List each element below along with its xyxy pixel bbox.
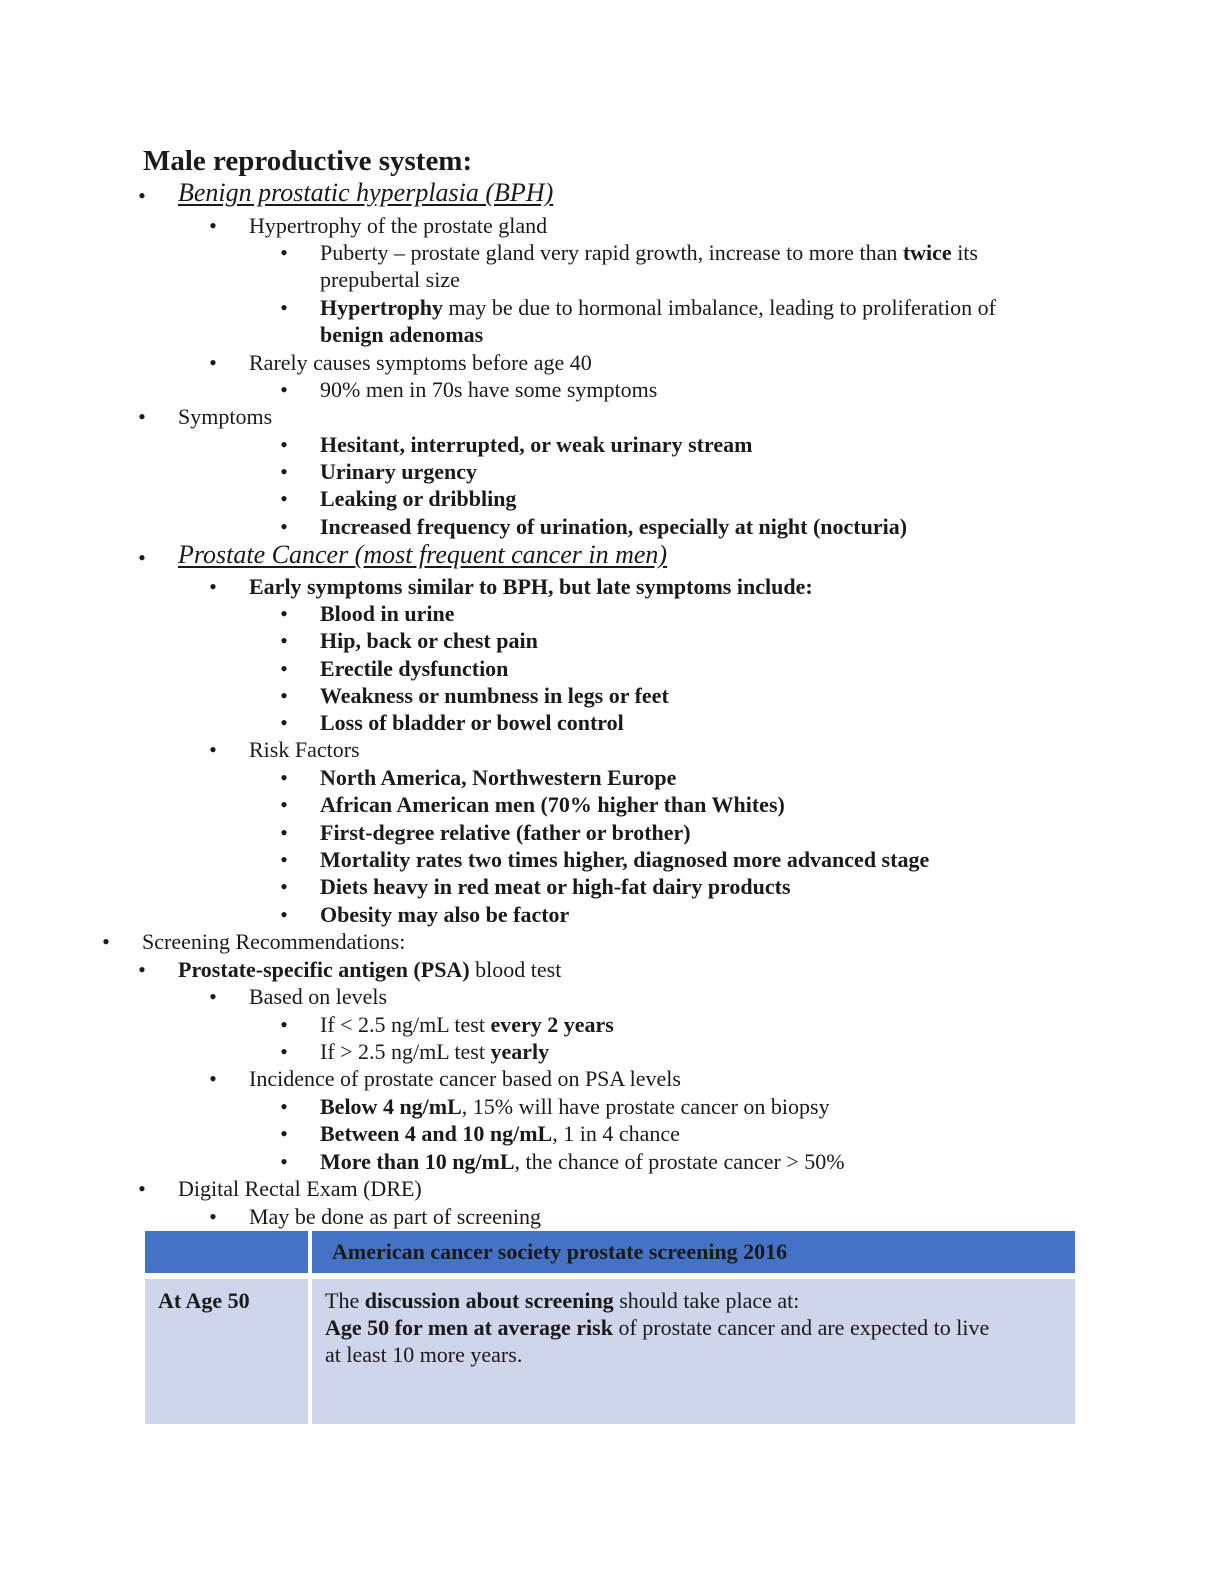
bullet-marker: •	[280, 874, 288, 899]
bullet-marker: •	[280, 377, 288, 402]
bullet-item	[178, 1175, 422, 1202]
bullet-item	[320, 901, 569, 928]
bullet-marker: •	[280, 1149, 288, 1174]
bullet-item	[142, 928, 405, 955]
bold-text: Hesitant, interrupted, or weak urinary stream	[320, 432, 753, 457]
bold-text: More than 10 ng/mL	[320, 1149, 515, 1174]
bullet-item	[178, 403, 272, 430]
text-run: Digital Rectal Exam (DRE)	[178, 1176, 422, 1201]
bullet-item	[320, 513, 907, 540]
bullet-item	[320, 266, 460, 293]
bullet-item	[320, 819, 691, 846]
text-run: prepubertal size	[320, 267, 460, 292]
bullet-item	[178, 956, 561, 983]
bullet-item	[320, 846, 929, 873]
bullet-item	[320, 873, 791, 900]
table-text-line	[325, 1314, 1055, 1341]
text-run: Hypertrophy of the prostate gland	[249, 213, 548, 238]
bullet-marker: •	[209, 984, 217, 1009]
text-run: Symptoms	[178, 404, 273, 429]
bold-text: First-degree relative (father or brother)	[320, 820, 691, 845]
bullet-marker: •	[138, 404, 146, 429]
bullet-marker: •	[209, 1066, 217, 1091]
bullet-marker: •	[280, 1094, 288, 1119]
bullet-marker: •	[102, 929, 110, 954]
bullet-item	[320, 239, 978, 266]
bold-text: Loss of bladder or bowel control	[320, 710, 624, 735]
bold-text: Prostate-specific antigen (PSA)	[178, 957, 470, 982]
bullet-item	[320, 431, 752, 458]
bullet-item	[320, 600, 454, 627]
bullet-marker: •	[280, 765, 288, 790]
text-run: its	[951, 240, 978, 265]
bullet-item	[249, 1065, 681, 1092]
text-run: If > 2.5 ng/mL test	[320, 1039, 491, 1064]
bullet-marker: •	[209, 350, 217, 375]
text-run: Prostate Cancer (most frequent cancer in men)	[178, 540, 668, 569]
bullet-marker: •	[138, 183, 146, 208]
bullet-item	[320, 321, 483, 348]
bullet-marker: •	[280, 656, 288, 681]
text-run: Incidence of prostate cancer based on PSA levels	[249, 1066, 681, 1091]
table-header-empty-cell	[145, 1231, 308, 1273]
bullet-marker: •	[280, 628, 288, 653]
bold-text: Early symptoms similar to BPH, but late symptoms include:	[249, 574, 813, 599]
bullet-marker: •	[280, 710, 288, 735]
bullet-marker: •	[138, 545, 146, 570]
bullet-item	[320, 1148, 845, 1175]
bullet-marker: •	[138, 957, 146, 982]
bold-text: Leaking or dribbling	[320, 486, 517, 511]
table-text-line	[325, 1287, 1055, 1314]
bold-text: North America, Northwestern Europe	[320, 765, 677, 790]
bold-text: Weakness or numbness in legs or feet	[320, 683, 669, 708]
section-heading	[178, 178, 553, 208]
bullet-item	[320, 294, 996, 321]
text-run: , 1 in 4 chance	[552, 1121, 680, 1146]
text-run: If < 2.5 ng/mL test	[320, 1012, 491, 1037]
bullet-marker: •	[280, 820, 288, 845]
bullet-marker: •	[280, 902, 288, 927]
bullet-item	[320, 1011, 614, 1038]
bullet-marker: •	[280, 1012, 288, 1037]
bullet-item	[249, 212, 547, 239]
bullet-item	[249, 349, 592, 376]
bullet-item	[249, 736, 360, 763]
text-run: may be due to hormonal imbalance, leading to proliferation of	[443, 295, 996, 320]
bullet-marker: •	[209, 213, 217, 238]
bullet-item	[320, 764, 676, 791]
bullet-marker: •	[280, 514, 288, 539]
page-title: Male reproductive system:	[143, 145, 473, 177]
bullet-item	[320, 655, 508, 682]
bullet-marker: •	[280, 683, 288, 708]
bold-text: Mortality rates two times higher, diagnosed more advanced stage	[320, 847, 930, 872]
bullet-item	[320, 709, 624, 736]
text-run: Risk Factors	[249, 737, 360, 762]
text-run: blood test	[469, 957, 562, 982]
screening-table	[145, 1231, 1075, 1424]
bold-text: African American men (70% higher than Whites)	[320, 792, 785, 817]
text-run: 90% men in 70s have some symptoms	[320, 377, 658, 402]
bullet-marker: •	[138, 1176, 146, 1201]
bullet-item	[320, 1038, 549, 1065]
bold-text: discussion about screening	[364, 1288, 614, 1313]
bold-text: every 2 years	[490, 1012, 614, 1037]
text-run: , 15% will have prostate cancer on biopsy	[461, 1094, 830, 1119]
bullet-marker: •	[209, 737, 217, 762]
text-run: should take place at:	[613, 1288, 800, 1313]
bold-text: Blood in urine	[320, 601, 455, 626]
bold-text: Age 50 for men at average risk	[325, 1315, 613, 1340]
bold-text: Hypertrophy	[320, 295, 444, 320]
text-run: Based on levels	[249, 984, 388, 1009]
bold-text: Obesity may also be factor	[320, 902, 570, 927]
table-row-text	[312, 1279, 1075, 1424]
text-run: Puberty – prostate gland very rapid growth, increase to more than	[320, 240, 903, 265]
bold-text: Urinary urgency	[320, 459, 478, 484]
text-run: The	[325, 1288, 365, 1313]
bold-text: Hip, back or chest pain	[320, 628, 538, 653]
bullet-marker: •	[280, 1121, 288, 1146]
bullet-item	[249, 983, 387, 1010]
bold-text: benign adenomas	[320, 322, 484, 347]
bold-text: Increased frequency of urination, especially at night (nocturia)	[320, 514, 908, 539]
bullet-marker: •	[280, 432, 288, 457]
bullet-marker: •	[280, 847, 288, 872]
text-run: of prostate cancer and are expected to live	[612, 1315, 990, 1340]
bullet-marker: •	[209, 1204, 217, 1229]
bullet-item	[320, 458, 477, 485]
bold-text: twice	[902, 240, 952, 265]
bold-text: Below 4 ng/mL	[320, 1094, 462, 1119]
text-run: Screening Recommendations:	[142, 929, 406, 954]
bullet-item	[320, 1120, 680, 1147]
bold-text: Between 4 and 10 ng/mL	[320, 1121, 553, 1146]
bullet-marker: •	[280, 240, 288, 265]
bullet-item	[320, 682, 669, 709]
bold-text: Diets heavy in red meat or high-fat dairy products	[320, 874, 791, 899]
bullet-marker: •	[280, 295, 288, 320]
bold-text: yearly	[490, 1039, 550, 1064]
bullet-item	[320, 485, 516, 512]
bullet-marker: •	[280, 792, 288, 817]
text-run: Benign prostatic hyperplasia (BPH)	[178, 178, 554, 207]
text-run: May be done as part of screening	[249, 1204, 542, 1229]
bullet-item	[320, 791, 785, 818]
bullet-item	[320, 376, 657, 403]
bullet-marker: •	[280, 459, 288, 484]
bullet-marker: •	[209, 574, 217, 599]
text-run: at least 10 more years.	[325, 1342, 523, 1367]
table-header-title: American cancer society prostate screening 2016	[312, 1231, 1075, 1273]
text-run: , the chance of prostate cancer > 50%	[514, 1149, 845, 1174]
bullet-marker: •	[280, 1039, 288, 1064]
bullet-item	[249, 1203, 541, 1230]
table-row-label: At Age 50	[145, 1279, 308, 1424]
bullet-item	[249, 573, 813, 600]
bullet-marker: •	[280, 601, 288, 626]
bullet-item	[320, 1093, 830, 1120]
bullet-item	[320, 627, 538, 654]
table-text-line	[325, 1341, 1055, 1368]
text-run: Rarely causes symptoms before age 40	[249, 350, 592, 375]
bullet-marker: •	[280, 486, 288, 511]
bold-text: Erectile dysfunction	[320, 656, 509, 681]
section-heading	[178, 540, 667, 570]
